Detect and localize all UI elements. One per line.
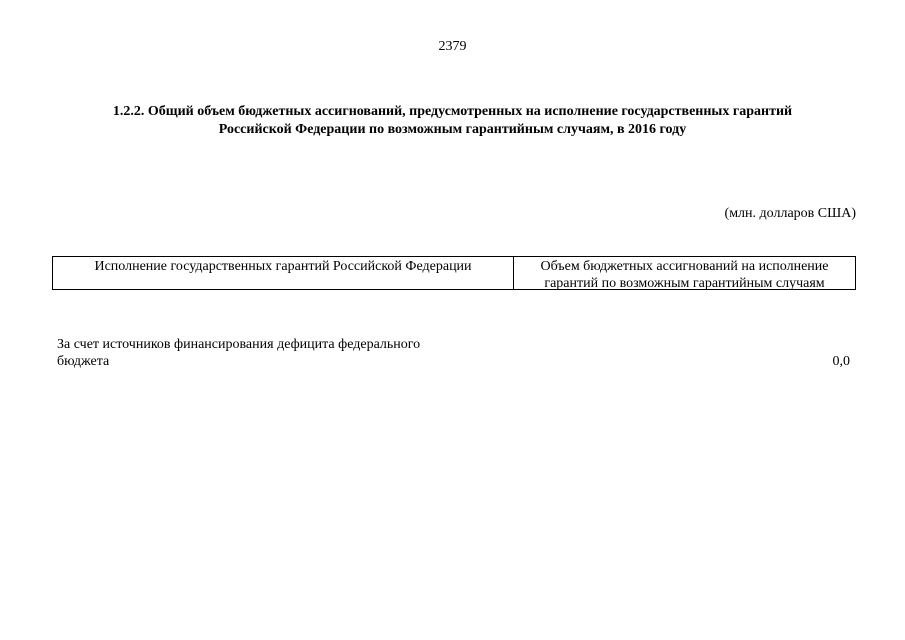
header-column-guarantees: Исполнение государственных гарантий Российской Федерации [53, 257, 514, 289]
page-number: 2379 [438, 39, 467, 54]
header-column-appropriations [514, 257, 855, 289]
section-heading [60, 103, 845, 139]
header-column-appropriations-line-1: Объем бюджетных ассигнований на исполнение [540, 259, 829, 274]
row-label-line-2: бюджета [57, 354, 110, 369]
table-row-label [57, 336, 477, 370]
heading-line-1: 1.2.2. Общий объем бюджетных ассигнований, предусмотренных на исполнение государственных гарантий [112, 104, 793, 119]
table-header [52, 256, 856, 290]
header-column-appropriations-line-2: гарантий по возможным гарантийным случаям [544, 276, 825, 291]
heading-line-2: Российской Федерации по возможным гарантийным случаям, в 2016 году [218, 122, 687, 137]
row-label-line-1: За счет источников финансирования дефицита федерального [57, 337, 421, 352]
units-label: (млн. долларов США) [724, 206, 856, 221]
table-row-value: 0,0 [832, 354, 850, 369]
